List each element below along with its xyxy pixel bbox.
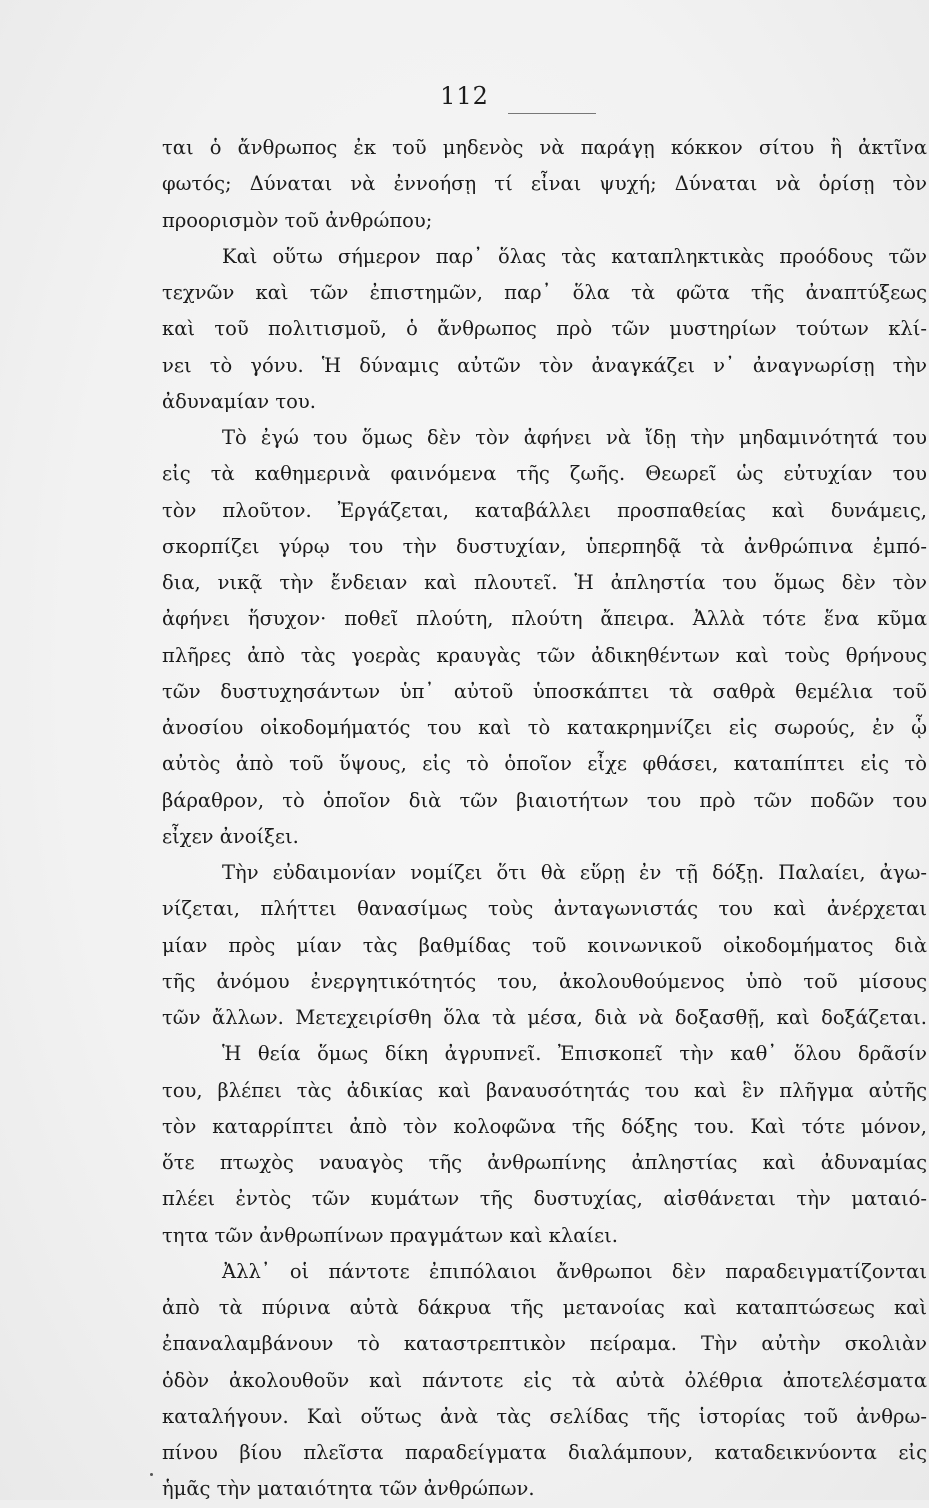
text-line: ἀφήνει ἥσυχον· ποθεῖ πλούτη, πλούτη ἄπειρα. Ἀλλὰ τότε ἕνα κῦμα [162, 607, 927, 631]
text-line: πίνου βίου πλεῖστα παραδείγματα διαλάμπουν, καταδεικνύοντα εἰς [162, 1441, 927, 1464]
text-line: αὐτὸς ἀπὸ τοῦ ὕψους, εἰς τὸ ὁποῖον εἶχε φθάσει, καταπίπτει εἰς τὸ [162, 752, 927, 776]
text-line: τὸν πλοῦτον. Ἐργάζεται, καταβάλλει προσπαθείας καὶ δυνάμεις, [162, 498, 927, 522]
text-line: νει τὸ γόνυ. Ἡ δύναμις αὐτῶν τὸν ἀναγκάζει ν᾽ ἀναγνωρίσῃ τὴν [162, 353, 927, 377]
text-line: ἡμᾶς τὴν ματαιότητα τῶν ἀνθρώπων. [162, 1477, 535, 1501]
text-line: ὁδὸν ἀκολουθοῦν καὶ πάντοτε εἰς τὰ αὐτὰ ὀλέθρια ἀποτελέσματα [162, 1368, 927, 1392]
page-number: 112 [440, 82, 489, 110]
text-line: τητα τῶν ἀνθρωπίνων πραγμάτων καὶ κλαίει. [162, 1223, 618, 1247]
speck-mark [150, 1473, 153, 1476]
text-line: ἀνοσίου οἰκοδομήματός του καὶ τὸ κατακρημνίζει εἰς σωρούς, ἐν ᾧ [162, 716, 927, 739]
text-line: καταλήγουν. Καὶ οὕτως ἀνὰ τὰς σελίδας τῆς ἱστορίας τοῦ ἀνθρω- [162, 1404, 927, 1428]
text-line: καὶ τοῦ πολιτισμοῦ, ὁ ἄνθρωπος πρὸ τῶν μυστηρίων τούτων κλί- [162, 317, 927, 341]
text-line: Ἀλλ᾽ οἱ πάντοτε ἐπιπόλαιοι ἄνθρωποι δὲν παραδειγματίζονται [222, 1259, 927, 1283]
text-line: πλέει ἐντὸς τῶν κυμάτων τῆς δυστυχίας, αἰσθάνεται τὴν ματαιό- [162, 1187, 927, 1211]
text-line: Τὸ ἐγώ του ὅμως δὲν τὸν ἀφήνει νὰ ἴδῃ τὴν μηδαμινότητά του [222, 426, 927, 449]
text-line: φωτός; Δύναται νὰ ἐννοήσῃ τί εἶναι ψυχή; Δύναται νὰ ὁρίσῃ τὸν [162, 172, 927, 196]
text-line: προορισμὸν τοῦ ἀνθρώπου; [162, 208, 433, 232]
text-line: ἀπὸ τὰ πύρινα αὐτὰ δάκρυα τῆς μετανοίας καὶ καταπτώσεως καὶ [162, 1296, 927, 1319]
text-body [162, 130, 927, 1508]
text-line: εἶχεν ἀνοίξει. [162, 824, 299, 848]
text-line: τῶν ἄλλων. Μετεχειρίσθη ὅλα τὰ μέσα, διὰ νὰ δοξασθῇ, καὶ δοξάζεται. [162, 1006, 927, 1029]
text-line: τῶν δυστυχησάντων ὑπ᾽ αὐτοῦ ὑποσκάπτει τὰ σαθρὰ θεμέλια τοῦ [162, 679, 927, 703]
text-line: του, βλέπει τὰς ἀδικίας καὶ βαναυσότητάς του καὶ ἓν πλῆγμα αὐτῆς [162, 1078, 927, 1102]
text-line: ὅτε πτωχὸς ναυαγὸς τῆς ἀνθρωπίνης ἀπληστίας καὶ ἀδυναμίας [162, 1151, 927, 1174]
text-line: τὸν καταρρίπτει ἀπὸ τὸν κολοφῶνα τῆς δόξης του. Καὶ τότε μόνον, [162, 1114, 927, 1138]
text-line: τεχνῶν καὶ τῶν ἐπιστημῶν, παρ᾽ ὅλα τὰ φῶτα τῆς ἀναπτύξεως [162, 281, 927, 304]
text-line: νίζεται, πλήττει θανασίμως τοὺς ἀνταγωνιστάς του καὶ ἀνέρχεται [162, 897, 927, 921]
text-line: δια, νικᾷ τὴν ἔνδειαν καὶ πλουτεῖ. Ἡ ἀπληστία του ὅμως δὲν τὸν [162, 571, 927, 594]
text-line: Τὴν εὐδαιμονίαν νομίζει ὅτι θὰ εὕρῃ ἐν τῇ δόξῃ. Παλαίει, ἀγω- [222, 861, 927, 884]
text-line: ἐπαναλαμβάνουν τὸ καταστρεπτικὸν πείραμα. Τὴν αὐτὴν σκολιὰν [162, 1332, 927, 1356]
text-line: μίαν πρὸς μίαν τὰς βαθμίδας τοῦ κοινωνικοῦ οἰκοδομήματος διὰ [162, 933, 927, 957]
text-line: εἰς τὰ καθημερινὰ φαινόμενα τῆς ζωῆς. Θεωρεῖ ὡς εὐτυχίαν του [162, 462, 927, 486]
text-line: βάραθρον, τὸ ὁποῖον διὰ τῶν βιαιοτήτων του πρὸ τῶν ποδῶν του [162, 788, 927, 812]
text-line: τῆς ἀνόμου ἐνεργητικότητός του, ἀκολουθούμενος ὑπὸ τοῦ μίσους [162, 969, 927, 993]
text-line: πλῆρες ἀπὸ τὰς γοερὰς κραυγὰς τῶν ἀδικηθέντων καὶ τοὺς θρήνους [162, 643, 927, 667]
text-line: Καὶ οὕτω σήμερον παρ᾽ ὅλας τὰς καταπληκτικὰς προόδους τῶν [222, 244, 927, 268]
text-line: σκορπίζει γύρῳ του τὴν δυστυχίαν, ὑπερπηδᾷ τὰ ἀνθρώπινα ἐμπό- [162, 534, 927, 558]
text-line: ἀδυναμίαν του. [162, 389, 316, 413]
page-number-rule [508, 113, 596, 114]
text-line: Ἡ θεία ὅμως δίκη ἀγρυπνεῖ. Ἐπισκοπεῖ τὴν καθ᾽ ὅλου δρᾶσίν [222, 1042, 927, 1066]
text-line: ται ὁ ἄνθρωπος ἐκ τοῦ μηδενὸς νὰ παράγῃ κόκκον σίτου ἢ ἀκτῖνα [162, 136, 927, 159]
